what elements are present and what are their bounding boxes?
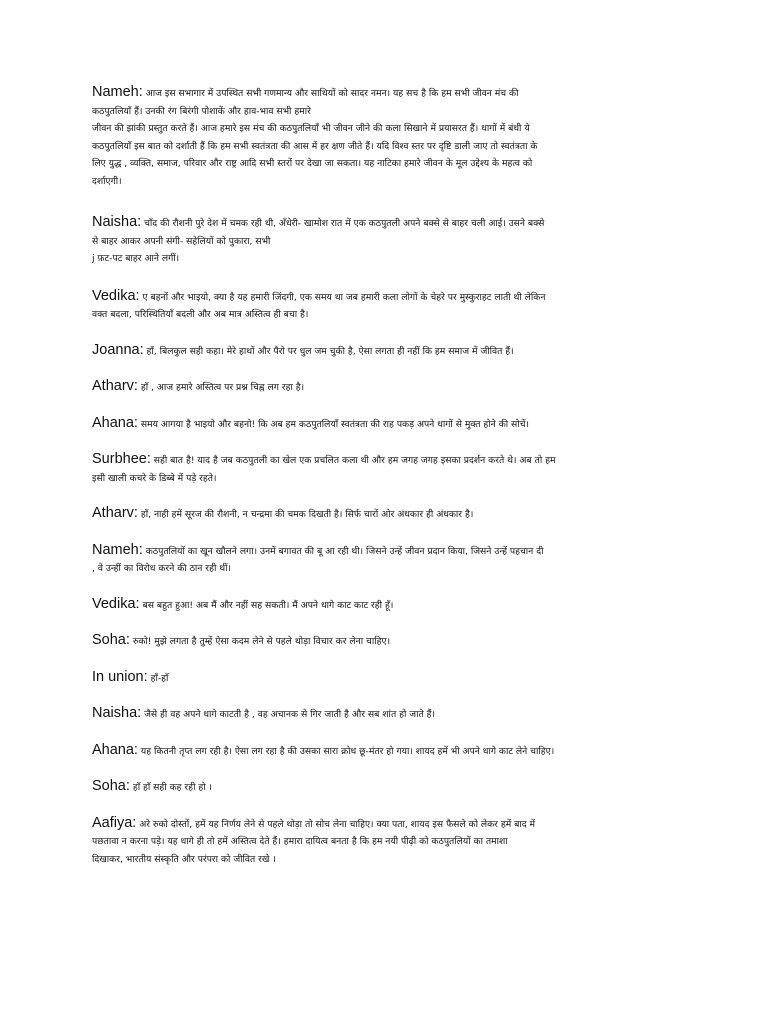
dialogue-text: इसी खाली कचरे के डिब्बे में पड़े रहते। [92, 472, 217, 484]
dialogue-text: से बाहर आकर अपनी संगी- सहेलियों को पुकारा, सभी [92, 235, 271, 247]
dialogue-ahana-2 [92, 742, 698, 761]
dialogue-text: कठपुतलियाँ इस बात को दर्शाती हैं कि हम सभी स्वतंत्रता की आस में हर क्षण जीते हैं। यदि विश्व स्तर पर दृष्टि डाली जाए तो स्वतंत्रता के [92, 140, 538, 152]
dialogue-text: अरे रुको दोस्तों, हमें यह निर्णय लेने से पहले थोड़ा तो सोच लेना चाहिए। क्या पता, शायद इस फैसले को लेकर हमें बाद में [139, 818, 536, 830]
dialogue-text: कठपुतलियों का खून खौलने लगा। उनमें बगावत की बू आ रही थी। जिसने उन्हें जीवन प्रदान किया, जिसने उन्हें पहचान दी [145, 545, 544, 557]
dialogue-text: समय आगया है भाइयो और बहनो! कि अब हम कठपुतलियाँ स्वतंत्रता की राह पकड़ अपने धागों से मुक्त होने की सोचें। [140, 418, 529, 430]
dialogue-naisha-1 [92, 214, 698, 268]
speaker-label: Nameh: [92, 541, 143, 558]
speaker-label: Soha: [92, 778, 130, 794]
dialogue-text: , वे उन्हीं का विरोध करने की ठान रही थीं। [92, 563, 231, 574]
dialogue-text: यह कितनी तृप्त लग रही है। ऐसा लग रहा है की उसका सारा क्रोध छू-मंतर हो गया। शायद हमें भी अपने धागे काट लेने चाहिए। [140, 745, 555, 757]
dialogue-text: पछतावा न करना पड़े। यह धागे ही तो हमें अस्तित्व देते हैं। हमारा दायित्व बनता है कि हम नयी पीढ़ी को कठपुतलियों का तमाशा [92, 836, 508, 847]
speaker-label: Joanna: [92, 341, 144, 358]
dialogue-text: हाँ-हाँ [150, 672, 169, 684]
dialogue-text: लिए युद्ध , व्यक्ति, समाज, परिवार और राष्ट्र आदि सभी स्तरों पर देखा जा सकता। यह नाटिका हमारे जीवन के मूल उद्देश्य के महत्व को [92, 158, 533, 169]
speaker-label: Ahana: [92, 741, 138, 758]
dialogue-naisha-2 [92, 705, 698, 724]
dialogue-text: ए बहनों और भाइयो, क्या है यह हमारी जिंदगी, एक समय था जब हमारी कला लोगों के चेहरे पर मुस्कुराहट लाती थी लेकिन [142, 291, 546, 303]
dialogue-text: सही बात है! याद है जब कठपुतली का खेल एक प्रचलित कला थी और हम जगह जगह इसका प्रदर्शन करते थे। अब तो हम [153, 455, 556, 466]
dialogue-text: वक्त बदला, परिस्थितियाँ बदली और अब मात्र अस्तित्व ही बचा है। [92, 309, 309, 320]
dialogue-text: कठपुतलियाँ हैं। उनकी रंग बिरंगी पोशाकें और हाव-भाव सभी हमारे [92, 105, 311, 117]
speaker-label: Naisha: [92, 705, 142, 721]
dialogue-text: हाँ, नाही हमें सूरज की रौशनी, न चन्द्रमा की चमक दिखती है। सिर्फ चारों ओर अंधकार ही अंधकार है। [140, 509, 474, 520]
dialogue-text: हाँ हाँ सही कह रही हो । [132, 782, 213, 793]
dialogue-aafiya [92, 815, 698, 869]
dialogue-text: दर्शाएगी। [92, 175, 122, 187]
dialogue-text: बस बहुत हुआ! अब मैं और नहीं सह सकती। मैं अपने धागे काट काट रही हूँ। [142, 599, 394, 611]
dialogue-text: आज इस सभागार में उपस्थित सभी गणमान्य और साथियों को सादर नमन। यह सच है कि हम सभी जीवन मंच की [145, 88, 519, 99]
speaker-label: Naisha: [92, 214, 142, 230]
dialogue-text: जीवन की झांकी प्रस्तुत करते हैं। आज हमारे इस मंच की कठपुतलियाँ भी जीवन जीने की कला सिखाने में प्रयासरत हैं। धागों में बंधी ये [92, 123, 530, 134]
dialogue-soha-1 [92, 632, 698, 651]
dialogue-nameh-2 [92, 542, 698, 578]
speaker-label: Nameh: [92, 84, 143, 100]
dialogue-soha-2 [92, 778, 698, 797]
dialogue-text: j फ़ट-पट बाहर आने लगीं। [92, 253, 180, 264]
dialogue-text: चाँद की रौशनी पुरे देश में चमक रही थी, अँधेरी- खामोश रात में एक कठपुतली अपने बक्से से बाहर चली आई। उसने बक्से [144, 218, 545, 229]
dialogue-text: रुको! मुझे लगता है तुम्हें ऐसा कदम लेने से पहले थोड़ा विचार कर लेना चाहिए। [132, 636, 391, 647]
dialogue-text: हाँ , आज हमारे अस्तित्व पर प्रश्न चिह्न लग रहा है। [140, 382, 305, 393]
dialogue-vedika-2 [92, 596, 698, 615]
speaker-label: Atharv: [92, 378, 138, 394]
dialogue-atharv-1 [92, 378, 698, 397]
dialogue-in-union [92, 669, 698, 688]
speaker-label: Soha: [92, 632, 130, 648]
speaker-label: Atharv: [92, 505, 138, 521]
speaker-label: Surbhee: [92, 451, 151, 467]
speaker-label: Ahana: [92, 414, 138, 431]
dialogue-vedika-1 [92, 288, 698, 324]
dialogue-text: हाँ, बिलकुल सही कहा। मेरे हाथों और पैरो पर धुल जम चुकी है, ऐसा लगता ही नहीं कि हम समाज में जीवित हैं। [146, 345, 514, 357]
dialogue-text: दिखाकर, भारतीय संस्कृति और परंपरा को जीवित रखे । [92, 853, 276, 865]
dialogue-text: जैसे ही वह अपने धागे काटती है , वह अचानक से गिर जाती है और सब शांत हो जाते हैं। [144, 709, 435, 720]
speaker-label: Vedika: [92, 595, 140, 612]
dialogue-nameh-1 [92, 84, 698, 190]
speaker-label: In union: [92, 668, 148, 685]
dialogue-joanna [92, 342, 698, 361]
speaker-label: Vedika: [92, 287, 140, 304]
dialogue-atharv-2 [92, 505, 698, 524]
dialogue-surbhee [92, 451, 698, 487]
dialogue-ahana-1 [92, 415, 698, 434]
speaker-label: Aafiya: [92, 814, 137, 831]
